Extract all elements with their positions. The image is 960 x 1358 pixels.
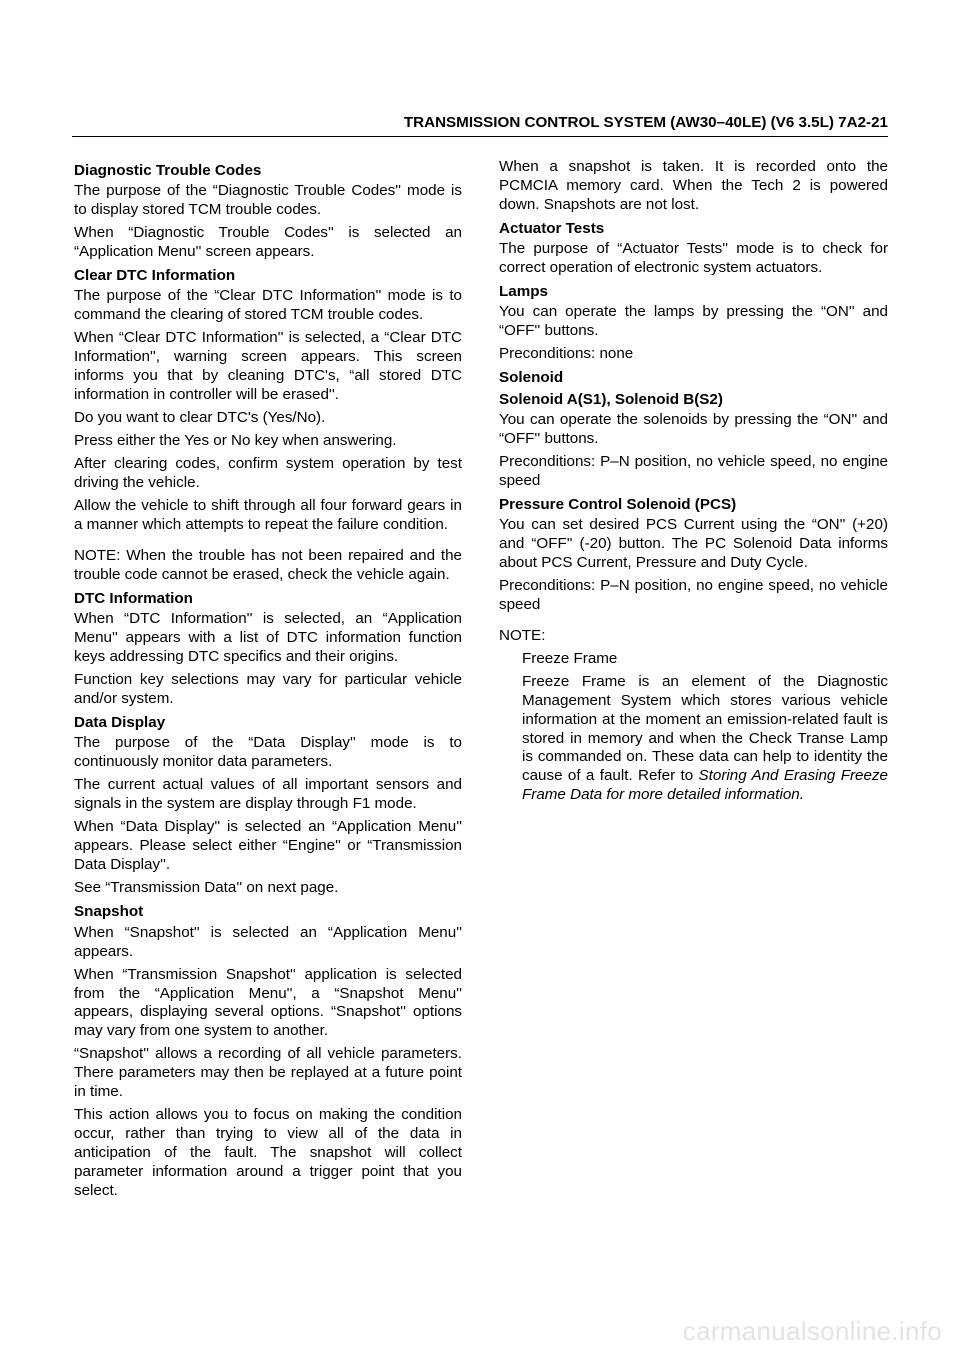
paragraph: This action allows you to focus on making the condition occur, rather than trying to view all of the data in anticipation of the fault. The snapshot will collect parameter information around a trigger point that you select. xyxy=(74,1106,462,1199)
paragraph: Do you want to clear DTC's (Yes/No). xyxy=(74,409,326,427)
heading-clear-dtc-information: Clear DTC Information xyxy=(74,267,236,285)
paragraph: “Snapshot'' allows a recording of all vehicle parameters. There parameters may then be replayed at a future point in time. xyxy=(74,1045,462,1101)
paragraph: Preconditions: P–N position, no engine speed, no vehicle speed xyxy=(499,576,888,613)
paragraph: When “Snapshot'' is selected an “Application Menu'' appears. xyxy=(74,923,462,960)
paragraph: When “Clear DTC Information'' is selected, a “Clear DTC Information'', warning screen appears. This screen informs you that by cleaning DTC's, “all stored DTC information in controller will be erased''. xyxy=(74,329,462,404)
paragraph: Function key selections may vary for particular vehicle and/or system. xyxy=(74,671,462,708)
paragraph: You can operate the solenoids by pressing the “ON'' and “OFF'' buttons. xyxy=(499,410,888,447)
watermark: carmanualsonline.info xyxy=(682,1316,942,1346)
note: NOTE: When the trouble has not been repaired and the trouble code cannot be erased, check the vehicle again. xyxy=(74,547,462,584)
paragraph: The purpose of the “Diagnostic Trouble Codes'' mode is to display stored TCM trouble codes. xyxy=(74,182,462,219)
paragraph: When “Diagnostic Trouble Codes'' is selected an “Application Menu'' screen appears. xyxy=(74,224,462,261)
paragraph: When “DTC Information'' is selected, an “Application Menu'' appears with a list of DTC information function keys addressing DTC specifics and their origins. xyxy=(74,610,462,666)
paragraph: The purpose of the “Clear DTC Information'' mode is to command the clearing of stored TCM trouble codes. xyxy=(74,287,462,324)
paragraph: After clearing codes, confirm system operation by test driving the vehicle. xyxy=(74,455,462,492)
paragraph: See “Transmission Data'' on next page. xyxy=(74,879,339,897)
paragraph: You can set desired PCS Current using the “ON'' (+20) and “OFF'' (-20) button. The PC Solenoid Data informs about PCS Current, Pressure and Duty Cycle. xyxy=(499,515,888,571)
heading-dtc-information: DTC Information xyxy=(74,590,193,608)
paragraph: The purpose of “Actuator Tests'' mode is to check for correct operation of electronic system actuators. xyxy=(499,240,888,276)
right-column xyxy=(499,158,888,809)
heading-actuator-tests: Actuator Tests xyxy=(499,219,605,237)
heading-solenoid-a-b: Solenoid A(S1), Solenoid B(S2) xyxy=(499,390,723,408)
heading-snapshot: Snapshot xyxy=(74,903,144,921)
paragraph: Preconditions: none xyxy=(499,345,634,363)
heading-data-display: Data Display xyxy=(74,714,166,732)
heading-pressure-control-solenoid: Pressure Control Solenoid (PCS) xyxy=(499,495,737,513)
paragraph: The current actual values of all important sensors and signals in the system are display through F1 mode. xyxy=(74,776,462,813)
heading-solenoid: Solenoid xyxy=(499,369,564,387)
paragraph: Preconditions: P–N position, no vehicle speed, no engine speed xyxy=(499,452,888,489)
note-label: NOTE: xyxy=(499,626,546,644)
paragraph: When “Transmission Snapshot'' application is selected from the “Application Menu'', a “Snapshot Menu'' appears, displaying several options. “Snapshot'' options may vary from one system to another. xyxy=(74,965,462,1040)
left-column xyxy=(74,161,462,1205)
heading-lamps: Lamps xyxy=(499,283,548,301)
freeze-frame-body: Freeze Frame is an element of the Diagnostic Management System which stores various vehicle information at the moment an emission-related fault is stored in memory and when the Check Transe Lamp is commanded on. These data can help to identity the cause of a fault. Refer to xyxy=(522,672,888,785)
page-header: TRANSMISSION CONTROL SYSTEM (AW30–40LE) (V6 3.5L) 7A2-21 xyxy=(72,114,888,137)
freeze-frame-title: Freeze Frame xyxy=(522,649,618,667)
paragraph: You can operate the lamps by pressing the “ON'' and “OFF'' buttons. xyxy=(499,303,888,340)
heading-diagnostic-trouble-codes: Diagnostic Trouble Codes xyxy=(74,162,262,179)
paragraph: Allow the vehicle to shift through all four forward gears in a manner which attempts to repeat the failure condition. xyxy=(74,497,462,534)
paragraph: When “Data Display'' is selected an “Application Menu'' appears. Please select either “Engine'' or “Transmission Data Display''. xyxy=(74,818,462,874)
paragraph: When a snapshot is taken. It is recorded onto the PCMCIA memory card. When the Tech 2 is powered down. Snapshots are not lost. xyxy=(499,158,888,213)
freeze-frame-reference: Storing And Erasing Freeze Frame Data for more detailed information. xyxy=(522,767,888,804)
paragraph: Press either the Yes or No key when answering. xyxy=(74,432,397,450)
paragraph: The purpose of the “Data Display'' mode is to continuously monitor data parameters. xyxy=(74,734,462,771)
freeze-frame-text xyxy=(522,673,888,805)
